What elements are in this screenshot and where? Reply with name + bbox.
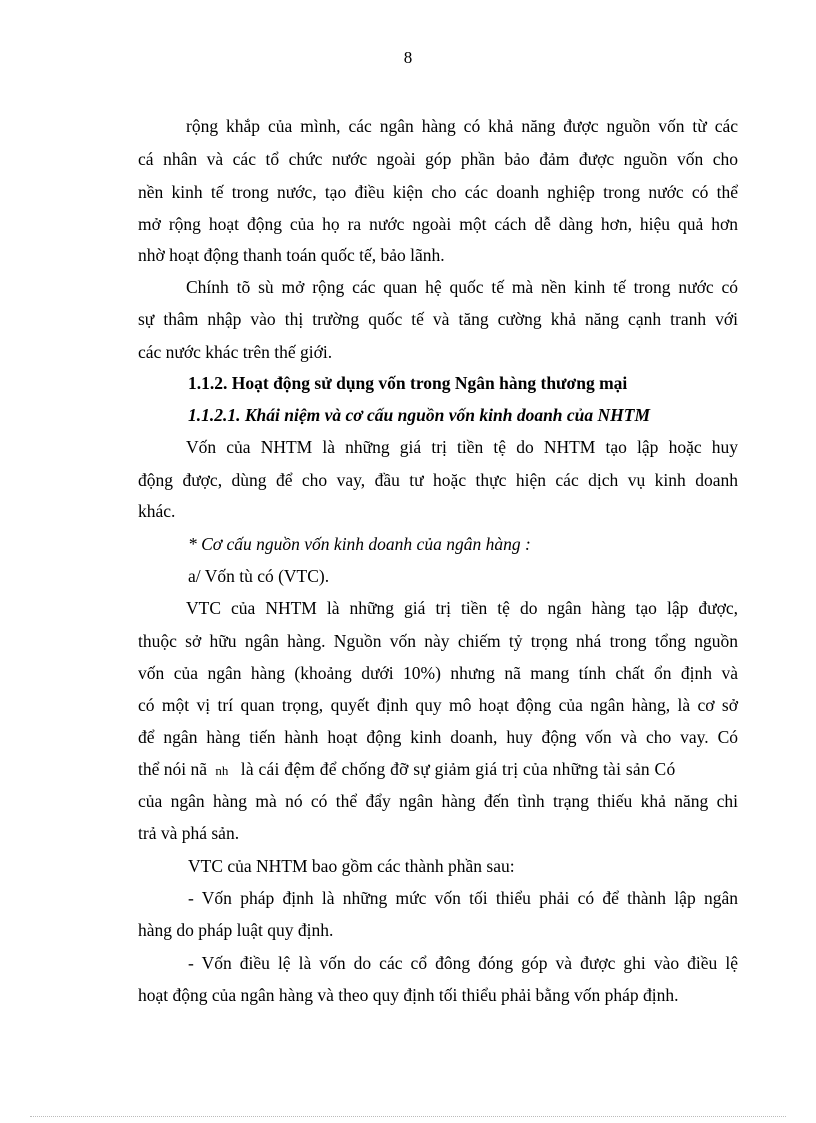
subsection-heading: 1.1.2.1. Khái niệm và cơ cấu nguồn vốn kinh doanh của NHTM bbox=[188, 405, 651, 425]
section-heading: 1.1.2. Hoạt động sử dụng vốn trong Ngân hàng thương mại bbox=[188, 373, 628, 393]
paragraph-line: thuộc sở hữu ngân hàng. Nguồn vốn này chiếm tỷ trọng nhá trong tổng nguồn bbox=[138, 631, 738, 651]
paragraph-line: VTC của NHTM là những giá trị tiền tệ do ngân hàng tạo lập được, bbox=[186, 598, 738, 618]
paragraph-line: nhờ hoạt động thanh toán quốc tế, bảo lãnh. bbox=[138, 245, 445, 265]
text-fragment-small: nh bbox=[215, 763, 229, 778]
text-fragment: thể nói nã bbox=[138, 759, 208, 779]
list-item: a/ Vốn tù có (VTC). bbox=[188, 566, 330, 586]
paragraph-line: hoạt động của ngân hàng và theo quy định tối thiểu phải bằng vốn pháp định. bbox=[138, 985, 679, 1005]
paragraph-line: hàng do pháp luật quy định. bbox=[138, 920, 334, 940]
paragraph-line: VTC của NHTM bao gồm các thành phần sau: bbox=[188, 856, 515, 876]
paragraph-line: các nước khác trên thế giới. bbox=[138, 342, 333, 362]
paragraph-line: để ngân hàng tiến hành hoạt động kinh doanh, huy động vốn và cho vay. Có bbox=[138, 727, 738, 747]
paragraph-line: rộng khắp của mình, các ngân hàng có khả năng được nguồn vốn từ các bbox=[186, 116, 738, 136]
paragraph-line: mở rộng hoạt động của họ ra nước ngoài một cách dễ dàng hơn, hiệu quả hơn bbox=[138, 214, 738, 234]
paragraph-line: khác. bbox=[138, 501, 176, 521]
paragraph-line: trả và phá sản. bbox=[138, 823, 240, 843]
paragraph-line: của ngân hàng mà nó có thể đẩy ngân hàng đến tình trạng thiếu khả năng chi bbox=[138, 791, 738, 811]
paragraph-line: cá nhân và các tổ chức nước ngoài góp phần bảo đảm được nguồn vốn cho bbox=[138, 149, 738, 169]
paragraph-line: Vốn của NHTM là những giá trị tiền tệ do NHTM tạo lập hoặc huy bbox=[186, 437, 738, 457]
list-heading: * Cơ cấu nguồn vốn kinh doanh của ngân hàng : bbox=[188, 534, 531, 554]
paragraph-line: nền kinh tế trong nước, tạo điều kiện cho các doanh nghiệp trong nước có thể bbox=[138, 182, 738, 202]
paragraph-line-mixed bbox=[138, 758, 738, 782]
list-item: - Vốn điều lệ là vốn do các cổ đông đóng góp và được ghi vào điều lệ bbox=[188, 953, 738, 973]
paragraph-line: vốn của ngân hàng (khoảng dưới 10%) nhưng nã mang tính chất ổn định và bbox=[138, 663, 738, 683]
text-fragment: là cái đệm để chống đỡ sự giảm giá trị của những tài sản Có bbox=[240, 759, 676, 779]
page-bottom-border bbox=[30, 1116, 786, 1117]
paragraph-line: sự thâm nhập vào thị trường quốc tế và tăng cường khả năng cạnh tranh với bbox=[138, 309, 738, 329]
list-item: - Vốn pháp định là những mức vốn tối thiểu phải có để thành lập ngân bbox=[188, 888, 738, 908]
paragraph-line: động được, dùng để cho vay, đầu tư hoặc thực hiện các dịch vụ kinh doanh bbox=[138, 470, 738, 490]
page-number: 8 bbox=[403, 48, 413, 67]
paragraph-line: có một vị trí quan trọng, quyết định quy mô hoạt động của ngân hàng, là cơ sở bbox=[138, 695, 738, 715]
paragraph-line: Chính tõ sù mở rộng các quan hệ quốc tế mà nền kinh tế trong nước có bbox=[186, 277, 738, 297]
